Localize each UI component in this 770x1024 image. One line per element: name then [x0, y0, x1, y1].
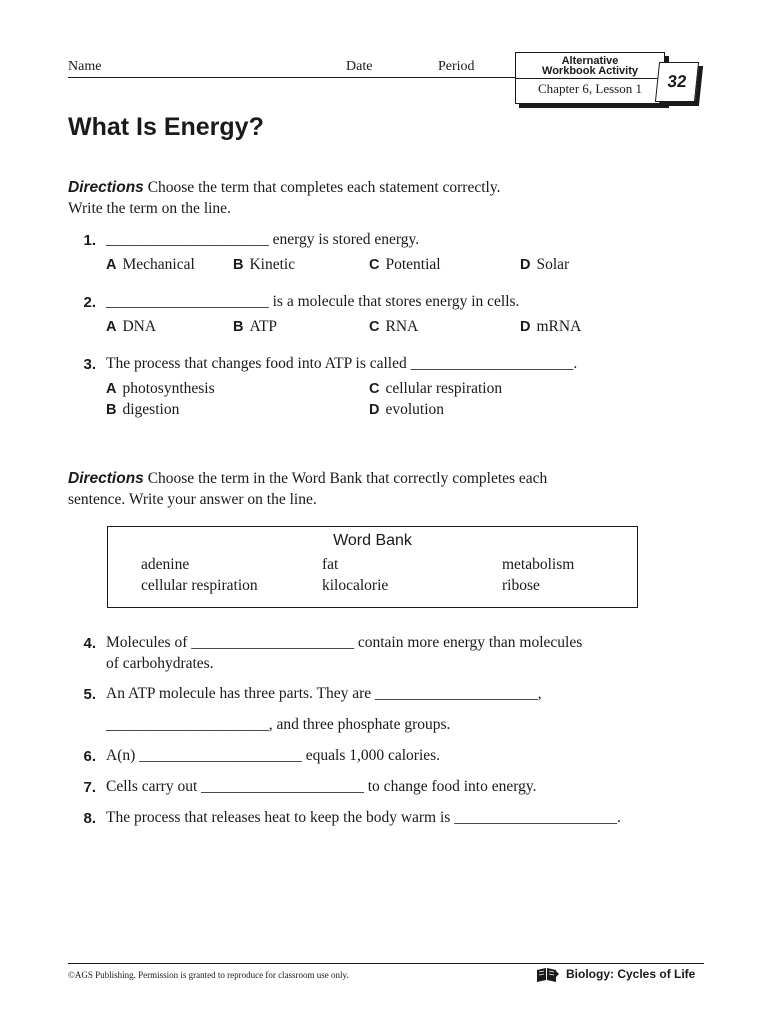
option-letter: A	[106, 257, 117, 273]
option-text: evolution	[385, 401, 445, 418]
option-letter: A	[106, 319, 117, 335]
word-bank-word: kilocalorie	[322, 577, 389, 594]
option-letter: B	[106, 402, 117, 418]
question-text: A(n) _____________________ equals 1,000 calories.	[106, 747, 441, 764]
option	[233, 318, 277, 336]
option-text: Kinetic	[249, 256, 296, 273]
question-text-continued: of carbohydrates.	[106, 655, 214, 672]
option	[369, 256, 441, 274]
option-letter: C	[369, 257, 380, 273]
option	[369, 318, 418, 336]
directions-1-lead: Directions	[68, 179, 144, 196]
option-letter: D	[520, 319, 531, 335]
activity-badge	[515, 52, 665, 104]
header-rule	[68, 77, 516, 78]
question-number: 7.	[83, 779, 96, 796]
copyright-notice: ©AGS Publishing. Permission is granted to reproduce for classroom use only.	[68, 970, 349, 980]
book-title: Biology: Cycles of Life	[566, 967, 696, 981]
option-text: mRNA	[536, 318, 582, 335]
option-letter: D	[520, 257, 531, 273]
word-bank-word: metabolism	[502, 556, 575, 573]
option	[106, 256, 195, 274]
directions-2-text2: sentence. Write your answer on the line.	[68, 491, 317, 508]
directions-2	[68, 468, 688, 510]
option	[369, 401, 444, 419]
question-number: 3.	[83, 356, 96, 373]
question-number: 1.	[83, 232, 96, 249]
question-number: 2.	[83, 294, 96, 311]
question-text-continued: _____________________, and three phosphate groups.	[106, 716, 451, 733]
directions-2-lead: Directions	[68, 470, 144, 487]
option-letter: C	[369, 381, 380, 397]
option	[106, 380, 215, 398]
option-text: DNA	[122, 318, 157, 335]
name-label: Name	[68, 59, 102, 74]
badge-title	[516, 53, 664, 79]
badge-line2: Workbook Activity	[542, 65, 638, 77]
word-bank-word: fat	[322, 556, 339, 573]
option-letter: B	[233, 257, 244, 273]
question-number: 4.	[83, 635, 96, 652]
directions-1-text: Choose the term that completes each statement correctly.	[143, 179, 501, 196]
option-text: digestion	[122, 401, 180, 418]
option-letter: C	[369, 319, 380, 335]
question-number: 8.	[83, 810, 96, 827]
question-text: The process that changes food into ATP is called _____________________.	[106, 355, 578, 372]
option-text: cellular respiration	[385, 380, 503, 397]
question-text: Molecules of _____________________ contain more energy than molecules	[106, 634, 583, 651]
book-icon	[536, 967, 560, 983]
option-text: Potential	[385, 256, 441, 273]
word-bank-word: adenine	[141, 556, 190, 573]
option-text: RNA	[385, 318, 419, 335]
badge-chapter: Chapter 6, Lesson 1	[538, 81, 642, 96]
word-bank-title: Word Bank	[333, 532, 412, 549]
question-text: _____________________ energy is stored energy.	[106, 231, 420, 248]
option-text: Solar	[536, 256, 570, 273]
option-letter: B	[233, 319, 244, 335]
directions-1-text2: Write the term on the line.	[68, 200, 231, 217]
option-text: Mechanical	[122, 256, 195, 273]
word-bank	[107, 526, 638, 608]
footer-rule	[68, 963, 704, 964]
option-letter: D	[369, 402, 380, 418]
date-label: Date	[346, 59, 373, 74]
option	[520, 256, 569, 274]
question-number: 5.	[83, 686, 96, 703]
word-bank-word: ribose	[502, 577, 540, 594]
option	[106, 318, 156, 336]
option-text: photosynthesis	[122, 380, 215, 397]
activity-number: 32	[655, 62, 699, 102]
directions-1	[68, 177, 688, 219]
option	[233, 256, 295, 274]
option	[369, 380, 502, 398]
page-title: What Is Energy?	[68, 113, 264, 141]
period-label: Period	[438, 59, 475, 74]
option-text: ATP	[249, 318, 278, 335]
question-number: 6.	[83, 748, 96, 765]
question-text: The process that releases heat to keep the body warm is _____________________.	[106, 809, 621, 826]
badge-line1: Alternative	[561, 55, 619, 67]
question-text: Cells carry out _____________________ to change food into energy.	[106, 778, 537, 795]
question-text: An ATP molecule has three parts. They are _____________________,	[106, 685, 542, 702]
word-bank-word: cellular respiration	[141, 577, 258, 594]
option-letter: A	[106, 381, 117, 397]
option	[106, 401, 179, 419]
option	[520, 318, 581, 336]
directions-2-text: Choose the term in the Word Bank that correctly completes each	[143, 470, 548, 487]
question-text: _____________________ is a molecule that stores energy in cells.	[106, 293, 520, 310]
